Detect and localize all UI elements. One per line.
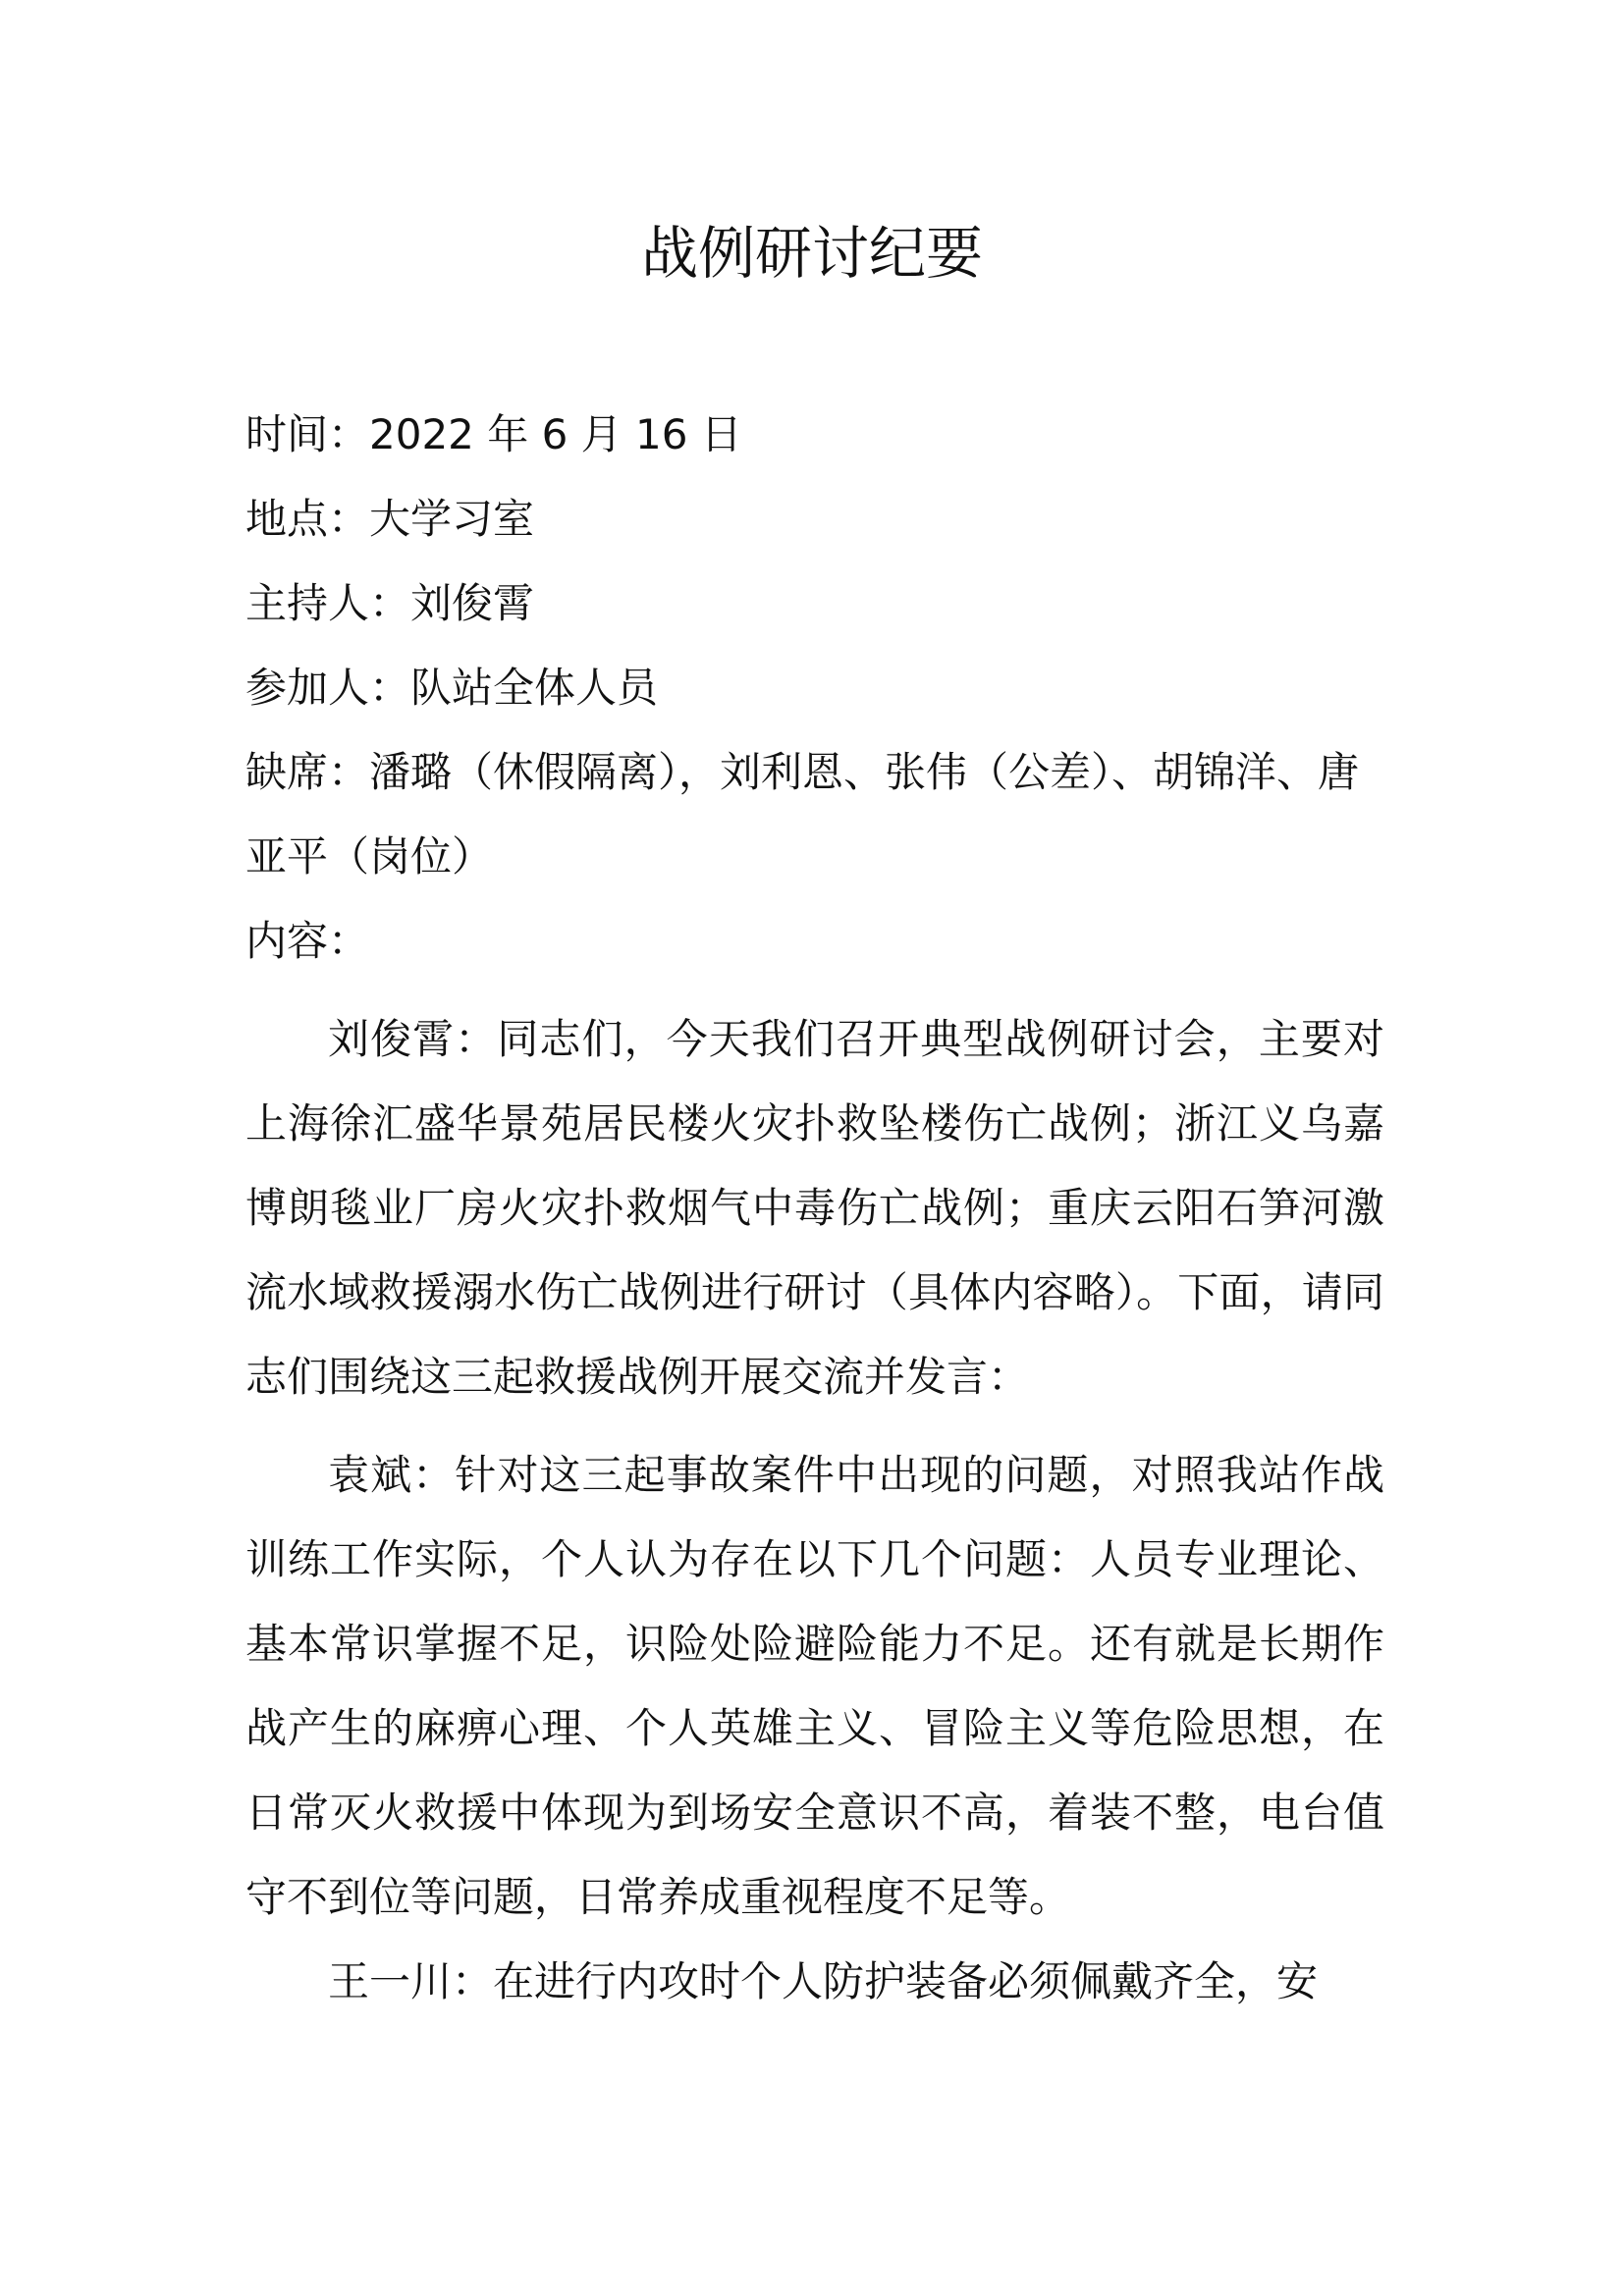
document-title: 战例研讨纪要 — [640, 220, 983, 287]
meta-place: 地点：大学习室 — [245, 495, 535, 543]
meta-host: 主持人：刘俊霄 — [245, 579, 535, 627]
meta-content-label: 内容： — [245, 917, 370, 965]
meta-time: 时间：2022 年 6 月 16 日 — [245, 410, 742, 458]
paragraph-yuan-bin: 袁斌：针对这三起事故案件中出现的问题，对照我站作战训练工作实际，个人认为存在以下几个问题：人员专业理论、基本常识掌握不足，识险处险避险能力不足。还有就是长期作战产生的麻痹心理、个人英雄主义、冒险主义等危险思想，在日常灭火救援中体现为到场安全意识不高，着装不整，电台值守不到位等问题，日常养成重视程度不足等。 — [245, 1451, 1384, 1921]
paragraph-host-speech: 刘俊霄：同志们，今天我们召开典型战例研讨会，主要对上海徐汇盛华景苑居民楼火灾扑救坠楼伤亡战例；浙江义乌嘉博朗毯业厂房火灾扑救烟气中毒伤亡战例；重庆云阳石笋河激流水域救援溺水伤亡战例进行研讨（具体内容略）。下面，请同志们围绕这三起救援战例开展交流并发言： — [245, 1015, 1384, 1401]
meta-absent: 缺席：潘璐（休假隔离），刘利恩、张伟（公差）、胡锦洋、唐亚平（岗位） — [245, 748, 1360, 881]
document-body — [245, 393, 1384, 2024]
paragraph-wang-yichuan: 王一川：在进行内攻时个人防护装备必须佩戴齐全，安 — [328, 1957, 1319, 2005]
meta-attendees: 参加人：队站全体人员 — [245, 664, 659, 712]
